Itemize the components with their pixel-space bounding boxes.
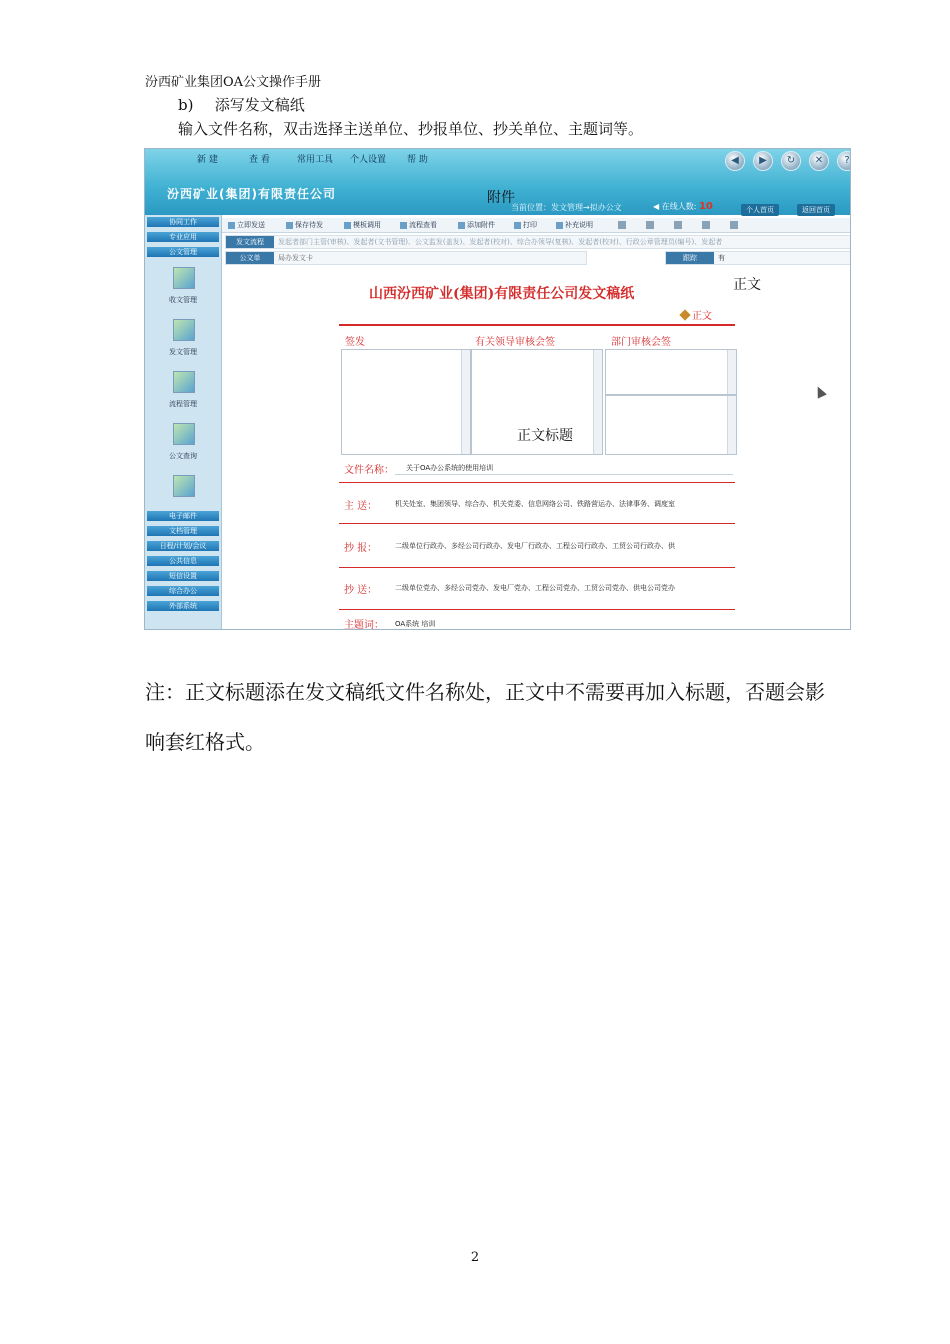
field-cc-label: 抄 送： [344, 585, 378, 596]
field-keywords-value[interactable]: OA系统 培训 [395, 620, 436, 628]
sidebar-item-pro[interactable]: 专业应用 [147, 232, 219, 242]
template-row-label: 公文单 [226, 252, 274, 264]
flow-row[interactable] [225, 235, 851, 249]
speaker-icon: ◀ [653, 202, 660, 211]
online-number: 10 [698, 201, 713, 212]
workflow-icon[interactable] [173, 371, 195, 393]
dept-box-1[interactable] [605, 349, 737, 395]
divider-4 [339, 609, 735, 610]
sign-box[interactable] [341, 349, 471, 455]
send-doc-icon[interactable] [173, 319, 195, 341]
help-icon[interactable]: ? [837, 151, 851, 171]
leaders-box-scrollbar[interactable] [593, 350, 602, 454]
track-value: 有 [718, 254, 725, 262]
sidebar-module-query[interactable]: 公文查询 [169, 452, 197, 460]
field-report-label: 抄 报： [344, 543, 378, 554]
section-label: b) [178, 96, 194, 114]
print-button[interactable]: 打印 [514, 220, 537, 230]
manual-header: 汾西矿业集团OA公文操作手册 [145, 75, 322, 90]
flow-row-value: 发起者部门主管(审核)、发起者(文书管理)、公文监发(盖发)、发起者(校对)、综合办领导(复核)、发起者(校对)、行政公章管理员(编号)、发起者 [278, 238, 723, 246]
dept-box-1-scrollbar[interactable] [727, 350, 736, 394]
home-icon[interactable]: ◀ [725, 151, 745, 171]
sidebar-item-sms[interactable]: 短信设置 [147, 571, 219, 581]
sidebar-item-collab[interactable]: 协同工作 [147, 217, 219, 227]
view-flow-button[interactable]: 流程查看 [400, 220, 437, 230]
e-doc-icon[interactable] [173, 475, 195, 497]
zhengwen-biaoti-callout: 正文标题 [517, 428, 573, 444]
dept-box-2[interactable] [605, 395, 737, 455]
toolbar-icon-1[interactable] [618, 221, 626, 229]
sign-box-scrollbar[interactable] [461, 350, 470, 454]
receive-doc-icon[interactable] [173, 267, 195, 289]
sidebar-item-schedule[interactable]: 日程/计划/会议 [147, 541, 219, 551]
sidebar-module-receive[interactable]: 收文管理 [169, 296, 197, 304]
sidebar-item-external[interactable]: 外部系统 [147, 601, 219, 611]
remarks-button[interactable]: 补充说明 [556, 220, 593, 230]
paperclip-icon [458, 222, 465, 229]
section-title: 添写发文稿纸 [214, 96, 305, 114]
field-file-name-line [395, 474, 733, 475]
close-icon[interactable]: ✕ [809, 151, 829, 171]
sidebar-module-flow[interactable]: 流程管理 [169, 400, 197, 408]
menu-new[interactable]: 新 建 [197, 155, 218, 165]
field-keywords-label: 主题词： [344, 620, 384, 630]
track-row[interactable] [665, 251, 851, 265]
return-home-button[interactable]: 返回首页 [797, 204, 835, 216]
field-cc-value[interactable]: 二级单位党办、多经公司党办、发电厂党办、工程公司党办、工贸公司党办、供电公司党办 [395, 584, 675, 592]
col-header-leaders: 有关领导审核会签 [475, 337, 555, 348]
field-main-send-value[interactable]: 机关处室、集团领导、综合办、机关党委、信息网络公司、铁路营运办、法律事务、调度室 [395, 500, 675, 508]
section-heading [178, 94, 305, 115]
sidebar-item-email[interactable]: 电子邮件 [147, 511, 219, 521]
col-header-dept: 部门审核会签 [611, 337, 671, 348]
sidebar [145, 215, 222, 629]
template-row-value: 局办发文卡 [278, 254, 313, 262]
menu-personal[interactable]: 个人设置 [350, 155, 387, 165]
printer-icon [514, 222, 521, 229]
form-title: 山西汾西矿业(集团)有限责任公司发文稿纸 [369, 286, 635, 302]
zhengwen-callout: 正文 [733, 277, 761, 293]
online-count: ◀ 在线人数: 10 [653, 201, 713, 212]
template-button[interactable]: 模板调用 [344, 220, 381, 230]
personal-home-button[interactable]: 个人首页 [741, 204, 779, 216]
page-number: 2 [470, 1250, 480, 1265]
track-label: 跟踪 [666, 252, 714, 264]
online-label: 在线人数 [661, 202, 694, 211]
forward-icon[interactable]: ▶ [753, 151, 773, 171]
refresh-icon[interactable]: ↻ [781, 151, 801, 171]
add-attachment-button[interactable]: 添加附件 [458, 220, 495, 230]
sidebar-item-public[interactable]: 公共信息 [147, 556, 219, 566]
menu-help[interactable]: 帮 助 [407, 155, 428, 165]
toolbar-icon-4[interactable] [702, 221, 710, 229]
app-topbar [145, 149, 850, 215]
save-icon [286, 222, 293, 229]
current-location: 当前位置：发文管理→拟办公文 [511, 203, 622, 212]
toolbar-icon-3[interactable] [674, 221, 682, 229]
field-file-name-value[interactable]: 关于OA办公系统的使用培训 [406, 464, 494, 472]
toolbar-icon-5[interactable] [730, 221, 738, 229]
sidebar-module-send[interactable]: 发文管理 [169, 348, 197, 356]
company-name: 汾西矿业(集团)有限责任公司 [167, 187, 336, 201]
sidebar-item-files[interactable]: 文档管理 [147, 526, 219, 536]
attachment-callout: 附件 [487, 190, 515, 206]
divider-3 [339, 567, 735, 568]
template-row[interactable] [225, 251, 587, 265]
toolbar-icon-2[interactable] [646, 221, 654, 229]
menu-tools[interactable]: 常用工具 [297, 155, 334, 165]
flow-row-label: 发文流程 [226, 236, 274, 248]
menu-view[interactable]: 查 看 [249, 155, 270, 165]
field-file-name-label: 文件名称： [344, 465, 394, 476]
col-header-sign: 签发 [345, 337, 365, 348]
mouse-cursor-icon [813, 384, 827, 398]
template-icon [344, 222, 351, 229]
divider-1 [339, 482, 735, 483]
note-text: 注：正文标题添在发文稿纸文件名称处，正文中不需要再加入标题，否题会影响套红格式。 [145, 680, 825, 754]
sidebar-item-docmgmt[interactable]: 公文管理 [147, 247, 219, 257]
send-now-button[interactable]: 立即发送 [228, 220, 265, 230]
sidebar-item-office[interactable]: 综合办公 [147, 586, 219, 596]
field-report-value[interactable]: 二级单位行政办、多经公司行政办、发电厂行政办、工程公司行政办、工贸公司行政办、供 [395, 542, 675, 550]
divider-top [339, 324, 735, 326]
save-pending-button[interactable]: 保存待发 [286, 220, 323, 230]
oa-screenshot [144, 148, 851, 630]
pencil-icon [679, 309, 690, 320]
zhengwen-link[interactable]: 正文 [681, 307, 712, 322]
divider-2 [339, 523, 735, 524]
remarks-icon [556, 222, 563, 229]
dept-box-2-scrollbar[interactable] [727, 396, 736, 454]
action-toolbar [222, 218, 850, 233]
doc-search-icon[interactable] [173, 423, 195, 445]
field-main-send-label: 主 送： [344, 501, 378, 512]
flow-icon [400, 222, 407, 229]
send-icon [228, 222, 235, 229]
intro-text: 输入文件名称，双击选择主送单位、抄报单位、抄关单位、主题词等。 [178, 120, 644, 138]
